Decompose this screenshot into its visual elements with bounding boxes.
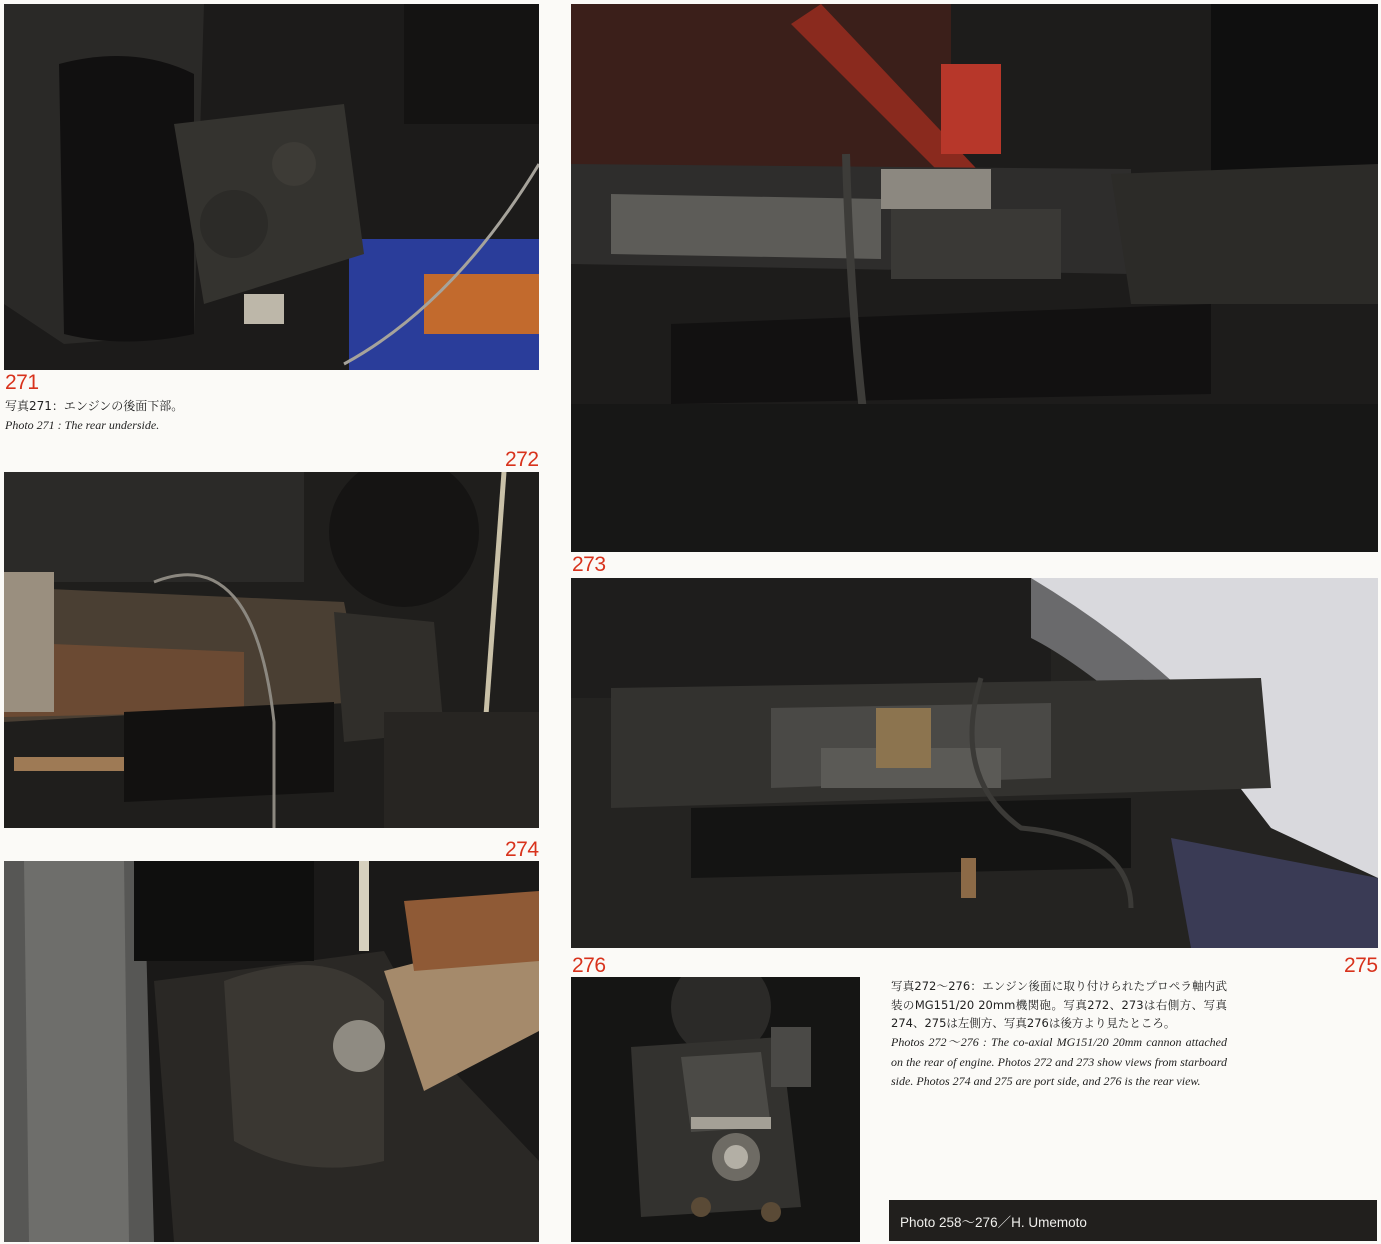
photo-number-271: 271 <box>5 371 39 394</box>
photo-274 <box>4 861 539 1242</box>
caption-272-276 <box>891 977 1227 1092</box>
caption-271-en: Photo 271 : The rear underside. <box>5 418 160 432</box>
caption-272-276-ja: 写真272〜276：エンジン後面に取り付けられたプロペラ軸内武装のMG151/20 20mm機関砲。写真272、273は右側方、写真274、275は左側方、写真276は後方より見たところ。 <box>891 979 1227 1031</box>
photo-272 <box>4 472 539 828</box>
photo-number-272: 272 <box>505 448 539 471</box>
photo-275 <box>571 578 1378 948</box>
caption-271-ja: 写真271：エンジンの後面下部。 <box>5 399 184 413</box>
photo-number-274: 274 <box>505 838 539 861</box>
photo-number-273: 273 <box>572 553 606 576</box>
photo-number-275: 275 <box>1344 954 1378 977</box>
photo-271 <box>4 4 539 370</box>
photo-number-276: 276 <box>572 954 606 977</box>
photo-276 <box>571 977 860 1242</box>
caption-272-276-en: Photos 272〜276 : The co-axial MG151/20 20mm cannon attached on the rear of engine. Photos 272 and 273 show views from starboard side. Photos 274 and 275 are port side, and 276 is the rear view. <box>891 1035 1227 1089</box>
photo-273 <box>571 4 1378 552</box>
photo-credit: Photo 258〜276／H. Umemoto <box>889 1200 1377 1241</box>
